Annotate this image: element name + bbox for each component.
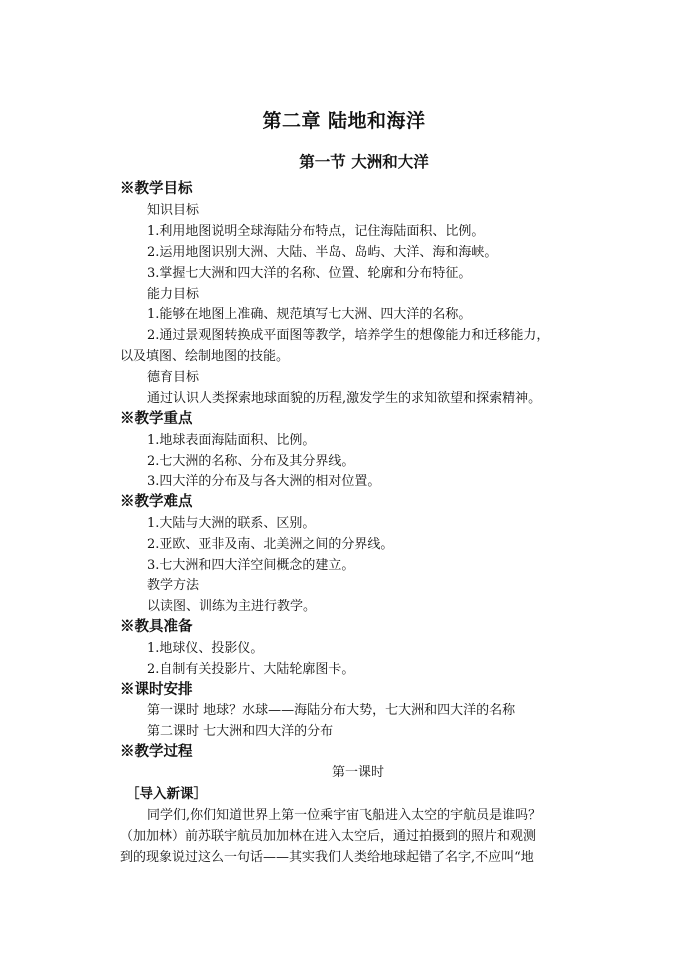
chapter-title: 第二章 陆地和海洋 [262,110,426,132]
difficulty-item: 3.七大洲和四大洋空间概念的建立。 [147,558,355,573]
moral-text: 通过认识人类探索地球面貌的历程,激发学生的求知欲望和探索精神。 [147,391,542,406]
intro-paragraph-line: 同学们,你们知道世界上第一位乘宇宙飞船进入太空的宇航员是谁吗？ [147,808,542,823]
schedule-item: 第二课时 七大洲和四大洋的分布 [147,724,334,739]
schedule-item: 第一课时 地球？水球——海陆分布大势，七大洲和四大洋的名称 [147,703,516,718]
method-text: 以读图、训练为主进行教学。 [147,599,317,614]
lesson-label: 第一课时 [331,765,384,780]
intro-paragraph-line: 到的现象说过这么一句话——其实我们人类给地球起错了名字,不应叫“地 [120,850,534,865]
knowledge-item: 1.利用地图说明全球海陆分布特点，记住海陆面积、比例。 [147,224,485,239]
schedule-heading: ※课时安排 [120,681,193,698]
difficulty-item: 2.亚欧、亚非及南、北美洲之间的分界线。 [147,537,394,552]
knowledge-label: 知识目标 [147,203,200,218]
key-point-item: 1.地球表面海陆面积、比例。 [147,433,316,448]
method-label: 教学方法 [147,578,200,593]
difficulty-item: 1.大陆与大洲的联系、区别。 [147,516,316,531]
process-heading: ※教学过程 [120,743,193,760]
tool-item: 1.地球仪、投影仪。 [147,641,264,656]
intro-heading: ［导入新课］ [126,786,207,802]
ability-item-continued: 以及填图、绘制地图的技能。 [120,349,290,364]
moral-label: 德育目标 [147,370,200,385]
knowledge-item: 3.掌握七大洲和四大洋的名称、位置、轮廓和分布特征。 [147,266,472,281]
knowledge-item: 2.运用地图识别大洲、大陆、半岛、岛屿、大洋、海和海峡。 [147,245,498,260]
difficulties-heading: ※教学难点 [120,493,193,510]
section-title: 第一节 大洲和大洋 [299,152,429,171]
objectives-heading: ※教学目标 [120,180,193,197]
ability-label: 能力目标 [147,287,200,302]
tools-heading: ※教具准备 [120,618,193,635]
tool-item: 2.自制有关投影片、大陆轮廓图卡。 [147,662,355,677]
intro-paragraph-line: （加加林）前苏联宇航员加加林在进入太空后，通过拍摄到的照片和观测 [120,829,537,844]
key-point-item: 2.七大洲的名称、分布及其分界线。 [147,454,355,469]
ability-item: 2.通过景观图转换成平面图等教学，培养学生的想像能力和迁移能力， [147,328,550,343]
ability-item: 1.能够在地图上准确、规范填写七大洲、四大洋的名称。 [147,307,472,322]
key-point-item: 3.四大洋的分布及与各大洲的相对位置。 [147,474,381,489]
key-points-heading: ※教学重点 [120,410,193,427]
